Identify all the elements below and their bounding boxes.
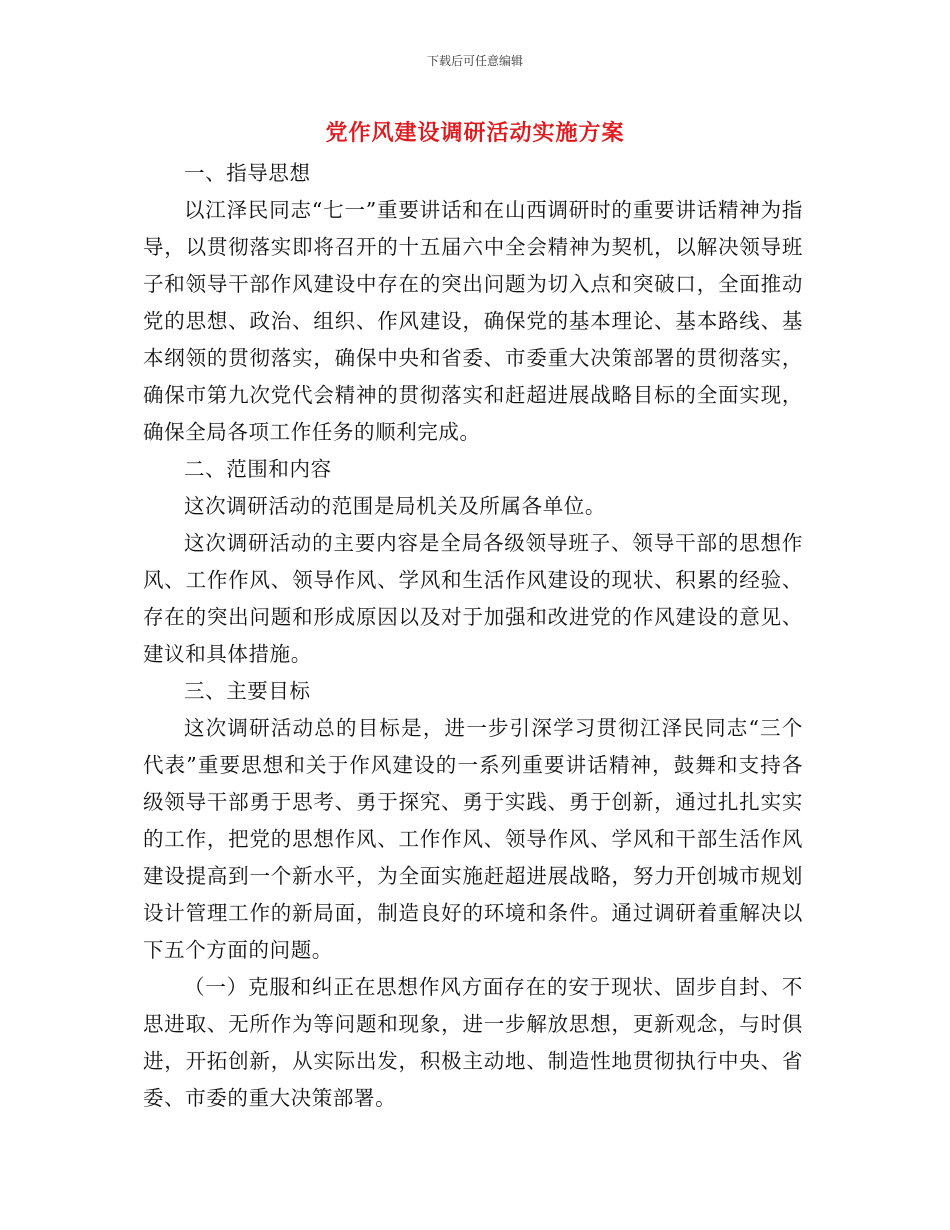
section-heading-2: 二、范围和内容	[184, 457, 332, 481]
section-heading-1: 一、指导思想	[184, 161, 311, 185]
paragraph-item-1: （一）克服和纠正在思想作风方面存在的安于现状、固步自封、不思进取、无所作为等问题和现象，进一步解放思想，更新观念，与时俱进，开拓创新，从实际出发，积极主动地、制造性地贯彻执行中央、省委、市委的重大决策部署。	[143, 975, 803, 1110]
paragraph-goals: 这次调研活动总的目标是，进一步引深学习贯彻江泽民同志“三个代表”重要思想和关于作风建设的一系列重要讲话精神，鼓舞和支持各级领导干部勇于思考、勇于探究、勇于实践、勇于创新，通过扎扎实实的工作，把党的思想作风、工作作风、领导作风、学风和干部生活作风建设提高到一个新水平，为全面实施赶超进展战略，努力开创城市规划设计管理工作的新局面，制造良好的环境和条件。通过调研着重解决以下五个方面的问题。	[143, 716, 803, 962]
paragraph-scope: 这次调研活动的范围是局机关及所属各单位。	[184, 494, 606, 518]
document-body	[143, 155, 803, 1117]
document-title: 党作风建设调研活动实施方案	[325, 120, 625, 146]
paragraph-guiding-thought: 以江泽民同志“七一”重要讲话和在山西调研时的重要讲话精神为指导，以贯彻落实即将召开的十五届六中全会精神为契机，以解决领导班子和领导干部作风建设中存在的突出问题为切入点和突破口，全面推动党的思想、政治、组织、作风建设，确保党的基本理论、基本路线、基本纲领的贯彻落实，确保中央和省委、市委重大决策部署的贯彻落实，确保市第九次党代会精神的贯彻落实和赶超进展战略目标的全面实现，确保全局各项工作任务的顺利完成。	[143, 198, 803, 444]
paragraph-content: 这次调研活动的主要内容是全局各级领导班子、领导干部的思想作风、工作作风、领导作风、学风和生活作风建设的现状、积累的经验、存在的突出问题和形成原因以及对于加强和改进党的作风建设的意见、建议和具体措施。	[143, 531, 803, 666]
section-heading-3: 三、主要目标	[184, 679, 311, 703]
page-header-note: 下载后可任意编辑	[426, 54, 523, 68]
